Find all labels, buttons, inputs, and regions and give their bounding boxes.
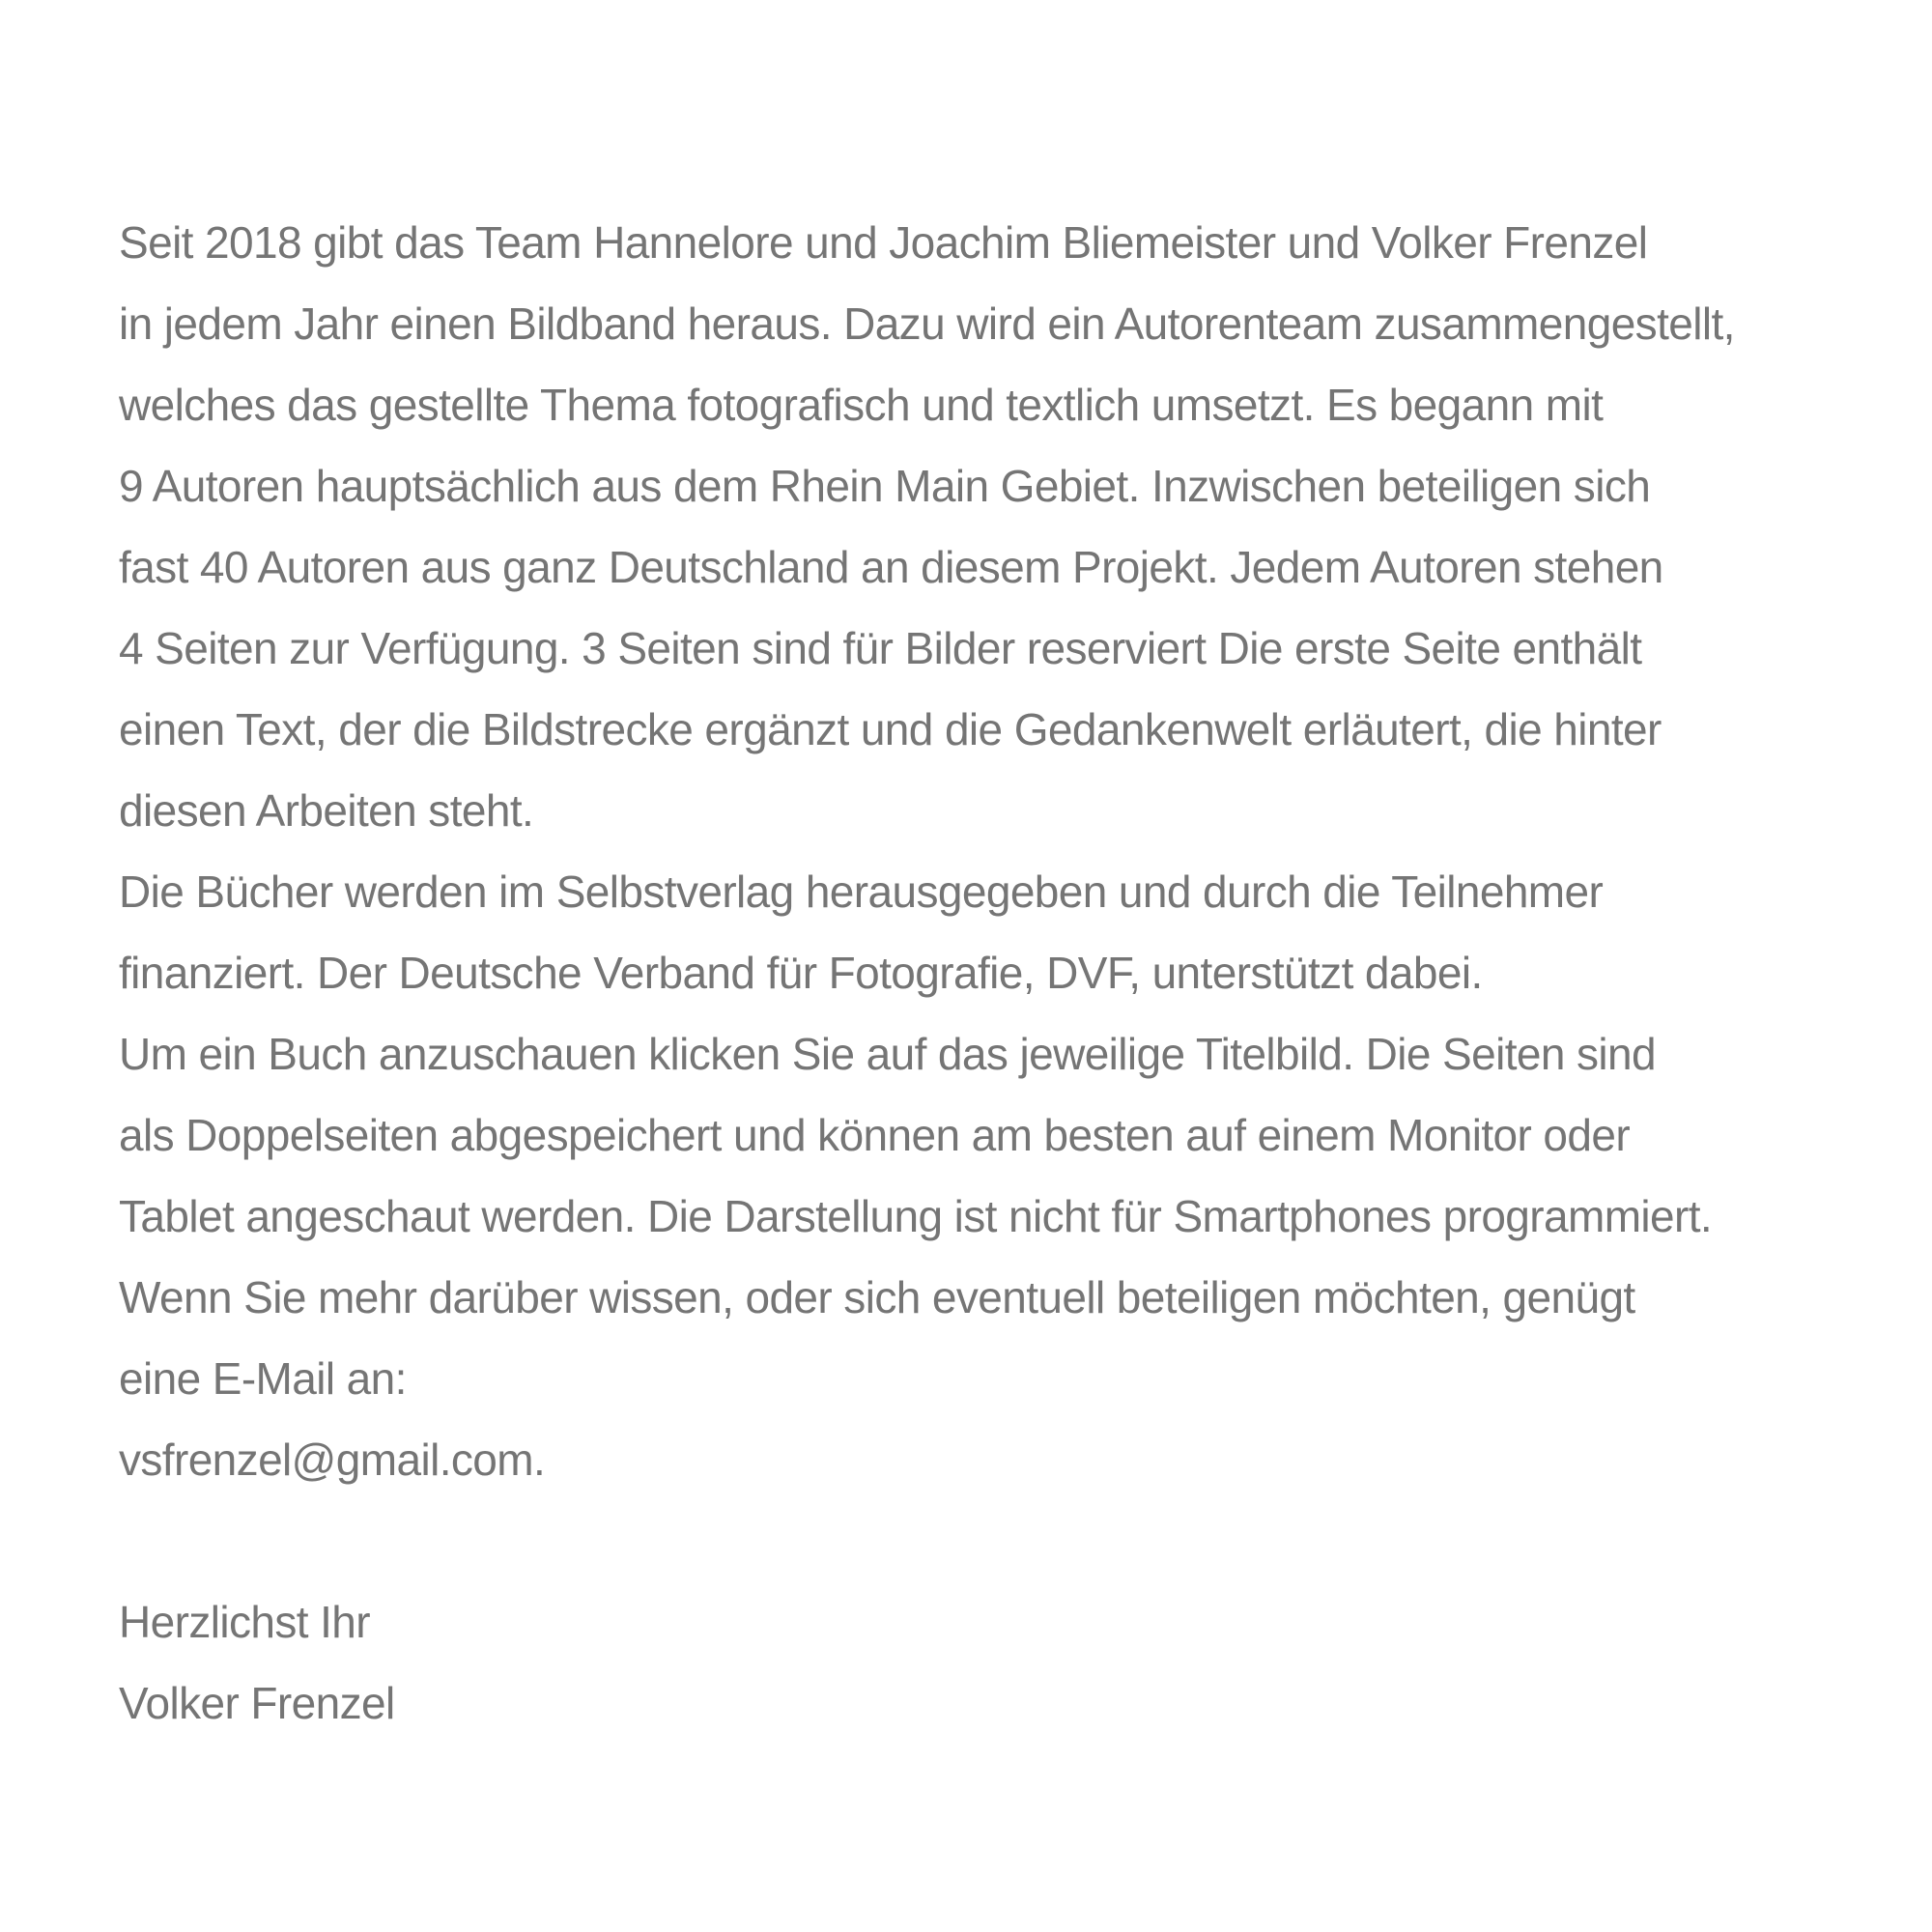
letter-line: welches das gestellte Thema fotografisch und textlich umsetzt. Es begann mit <box>119 380 1604 430</box>
letter-line: in jedem Jahr einen Bildband heraus. Dazu wird ein Autorenteam zusammengestellt, <box>119 298 1735 349</box>
letter-line: einen Text, der die Bildstrecke ergänzt und die Gedankenwelt erläutert, die hinter <box>119 704 1662 754</box>
email-text: vsfrenzel@gmail.com. <box>119 1435 546 1485</box>
signature-name: Volker Frenzel <box>119 1678 395 1728</box>
letter-line: 9 Autoren hauptsächlich aus dem Rhein Main Gebiet. Inzwischen beteiligen sich <box>119 461 1651 511</box>
signature-closing: Herzlichst Ihr <box>119 1597 370 1647</box>
letter-line: Die Bücher werden im Selbstverlag herausgegeben und durch die Teilnehmer <box>119 867 1604 917</box>
letter-line: Seit 2018 gibt das Team Hannelore und Joachim Bliemeister und Volker Frenzel <box>119 217 1648 268</box>
letter-line: 4 Seiten zur Verfügung. 3 Seiten sind für Bilder reserviert Die erste Seite enthält <box>119 623 1642 673</box>
letter-body <box>119 202 1893 1500</box>
letter-line: fast 40 Autoren aus ganz Deutschland an diesem Projekt. Jedem Autoren stehen <box>119 542 1663 592</box>
letter-line: Wenn Sie mehr darüber wissen, oder sich eventuell beteiligen möchten, genügt <box>119 1272 1635 1322</box>
letter-line: Um ein Buch anzuschauen klicken Sie auf das jeweilige Titelbild. Die Seiten sind <box>119 1029 1657 1079</box>
blank-line <box>119 1500 1893 1581</box>
letter-line: Tablet angeschaut werden. Die Darstellung ist nicht für Smartphones programmiert. <box>119 1191 1713 1241</box>
letter-line: diesen Arbeiten steht. <box>119 785 534 836</box>
letter-line: als Doppelseiten abgespeichert und können am besten auf einem Monitor oder <box>119 1110 1631 1160</box>
letter-line: finanziert. Der Deutsche Verband für Fotografie, DVF, unterstützt dabei. <box>119 948 1483 998</box>
letter-line: eine E-Mail an: <box>119 1353 407 1404</box>
